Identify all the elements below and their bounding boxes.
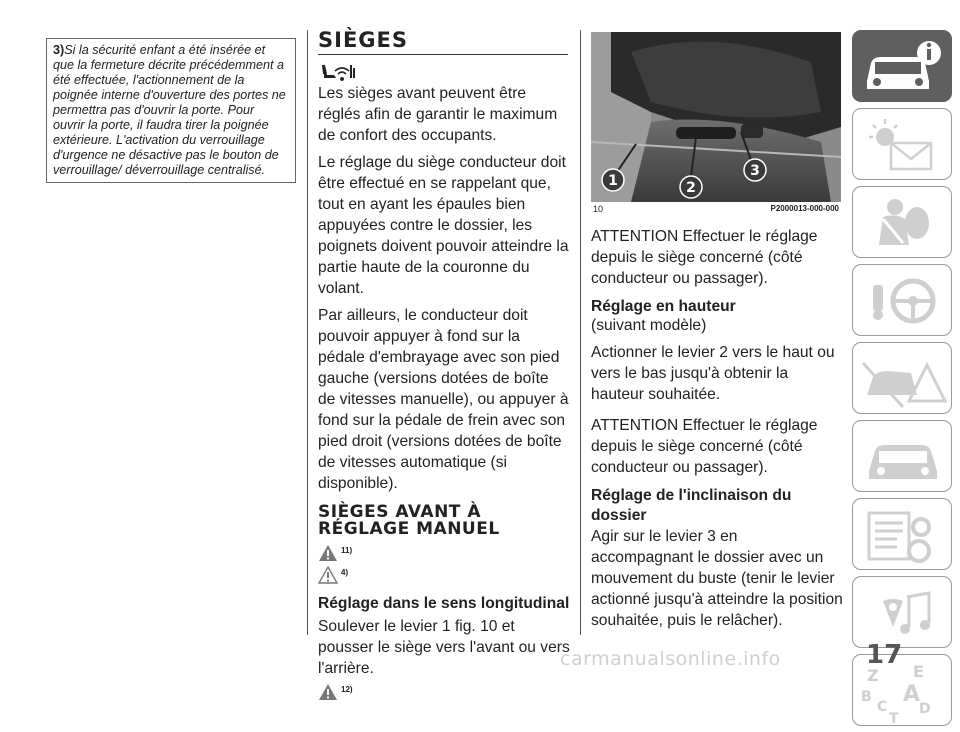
index-letter: T	[889, 711, 899, 727]
driver-paragraph: Le réglage du siège conducteur doit être effectué en se rappelant que, tout en ayant les épaules bien appuyées contre le dossier, les poignets doivent pouvoir atteindre la partie haute de la couronne du volant.	[318, 154, 569, 297]
warning-lights-icon	[853, 109, 953, 181]
note-number: 3)	[53, 43, 65, 57]
index-letter: A	[903, 682, 921, 707]
longitudinal-heading: Réglage dans le sens longitudinal	[318, 595, 570, 612]
warning-ref	[318, 566, 570, 588]
tab-safety[interactable]	[852, 186, 952, 258]
inclination-paragraph: Agir sur le levier 3 en accompagnant le dossier avec un mouvement du buste (tenir le levier actionné jusqu'à atteindre la position souhaitée, puis le relâcher).	[591, 528, 843, 629]
longitudinal-paragraph: Soulever le levier 1 fig. 10 et pousser le siège vers l'avant ou vers l'arrière.	[318, 618, 570, 677]
subsection-title-line1: SIÈGES AVANT À	[318, 502, 481, 522]
height-subtitle: (suivant modèle)	[591, 317, 707, 334]
callout-1: 1	[608, 173, 618, 189]
seat-wifi-icon	[318, 55, 570, 83]
tab-starting-driving[interactable]	[852, 264, 952, 336]
middle-column	[318, 28, 570, 705]
index-letter: C	[877, 699, 888, 715]
attention-1: ATTENTION Effectuer le réglage depuis le siège concerné (côté conducteur ou passager).	[591, 228, 818, 287]
inclination-heading: Réglage de l'inclinaison du dossier	[591, 487, 792, 524]
callout-3: 3	[750, 163, 760, 179]
height-paragraph: Actionner le levier 2 vers le haut ou vers le bas jusqu'à obtenir la hauteur souhaitée.	[591, 344, 835, 403]
figure-ref: P2000013-000-000	[770, 204, 839, 213]
warning-ref-number: 12)	[341, 685, 353, 694]
tab-emergency[interactable]	[852, 342, 952, 414]
warning-ref	[318, 544, 570, 566]
car-info-icon	[853, 31, 953, 103]
tab-maintenance[interactable]	[852, 420, 952, 492]
warning-triangle-icon	[318, 566, 338, 584]
warning-triangle-icon	[318, 683, 338, 701]
airbag-seatbelt-icon	[853, 187, 953, 259]
tab-multimedia[interactable]	[852, 576, 952, 648]
tab-specifications[interactable]	[852, 498, 952, 570]
warning-ref-number: 4)	[341, 568, 349, 577]
figure-number: 10	[593, 204, 604, 214]
section-title: SIÈGES	[318, 28, 408, 52]
specifications-gear-icon	[853, 499, 953, 571]
note-text: Si la sécurité enfant a été insérée et que la fermeture décrite précédemment a été effectuée, l'actionnement de la poignée interne d'ouverture des portes ne permettra pas d'ouvrir la porte. Pour ouvrir la porte, il faudra tirer la poignée extérieure. L'activation du verrouillage d'urgence ne désactive pas le bouton de verrouillage/ déverrouillage centralisé.	[53, 43, 286, 177]
attention-2: ATTENTION Effectuer le réglage depuis le siège concerné (côté conducteur ou passager).	[591, 417, 818, 476]
note-box	[46, 38, 296, 183]
steering-wheel-icon	[853, 265, 953, 337]
subsection-title-line2: RÉGLAGE MANUEL	[318, 519, 500, 539]
warning-ref-number: 11)	[341, 546, 353, 555]
index-letter: Z	[867, 666, 879, 685]
index-letter: B	[861, 689, 872, 705]
intro-paragraph: Les sièges avant peuvent être réglés afin de garantir le maximum de confort des occupants.	[318, 85, 558, 144]
callout-2: 2	[686, 180, 696, 196]
seat-figure	[591, 32, 841, 202]
column-divider	[307, 30, 308, 635]
tab-warning-lights[interactable]	[852, 108, 952, 180]
warning-ref	[318, 683, 570, 705]
height-heading: Réglage en hauteur	[591, 298, 736, 315]
figure-caption	[591, 202, 841, 214]
warning-triangle-icon	[318, 544, 338, 562]
index-letter: D	[919, 701, 931, 717]
multimedia-icon	[853, 577, 953, 649]
watermark: carmanualsonline.info	[560, 648, 781, 670]
tab-car-info[interactable]	[852, 30, 952, 102]
pedal-paragraph: Par ailleurs, le conducteur doit pouvoir appuyer à fond sur la pédale d'embrayage avec son pied gauche (versions dotées de boîte de vitesses manuelle), ou appuyer à fond sur la pédale de frein avec son pied droit (versions dotées de boîte de vitesses automatique (si disponible).	[318, 307, 569, 492]
page-number: 17	[866, 640, 903, 670]
index-letter: E	[913, 662, 924, 681]
subsection-title	[318, 504, 570, 538]
column-divider	[580, 30, 581, 635]
right-column	[591, 32, 843, 631]
car-service-icon	[853, 421, 953, 493]
chapter-sidebar	[852, 30, 952, 732]
breakdown-icon	[853, 343, 953, 415]
